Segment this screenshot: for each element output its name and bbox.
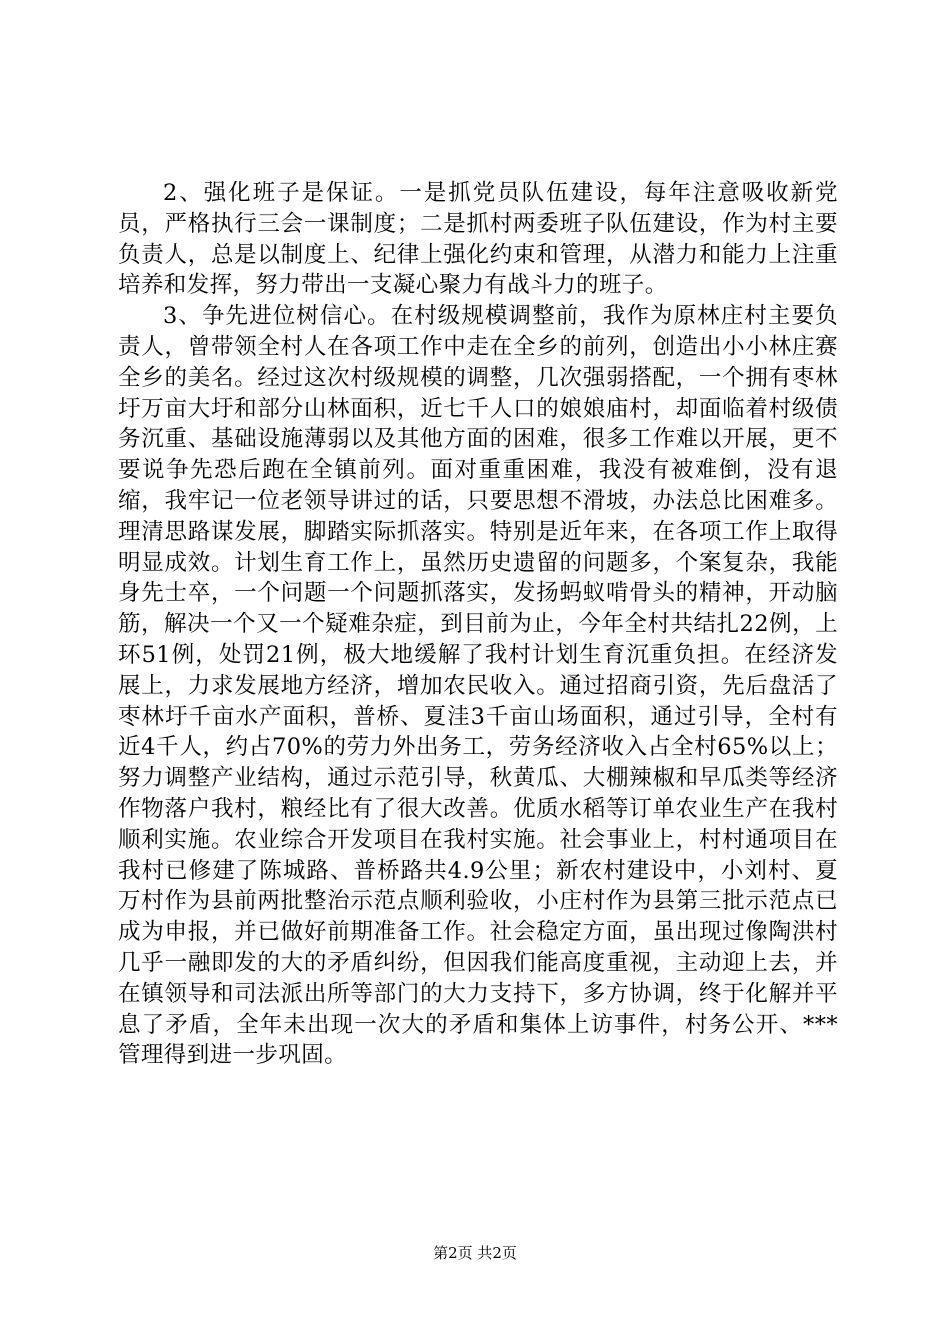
paragraph-strengthen-team: 2、强化班子是保证。一是抓党员队伍建设，每年注意吸收新党员，严格执行三会一课制度；二是抓村两委班子队伍建设，作为村主要负责人，总是以制度上、纪律上强化约束和管理，从潜力和能力上注重培养和发挥，努力带出一支凝心聚力有战斗力的班子。: [118, 180, 838, 299]
paragraph-strive-for-excellence: 3、争先进位树信心。在村级规模调整前，我作为原林庄村主要负责人，曾带领全村人在各项工作中走在全乡的前列，创造出小小林庄赛全乡的美名。经过这次村级规模的调整，几次强弱搭配，一个拥有枣林圩万亩大圩和部分山林面积，近七千人口的娘娘庙村，却面临着村级债务沉重、基础设施薄弱以及其他方面的困难，很多工作难以开展，更不要说争先恐后跑在全镇前列。面对重重困难，我没有被难倒，没有退缩，我牢记一位老领导讲过的话，只要思想不滑坡，办法总比困难多。理清思路谋发展，脚踏实际抓落实。特别是近年来，在各项工作上取得明显成效。计划生育工作上，虽然历史遗留的问题多，个案复杂，我能身先士卒，一个问题一个问题抓落实，发扬蚂蚁啃骨头的精神，开动脑筋，解决一个又一个疑难杂症，到目前为止，今年全村共结扎22例，上环51例，处罚21例，极大地缓解了我村计划生育沉重负担。在经济发展上，力求发展地方经济，增加农民收入。通过招商引资，先后盘活了枣林圩千亩水产面积，普桥、夏洼3千亩山场面积，通过引导，全村有近4千人，约占70%的劳力外出务工，劳务经济收入占全村65%以上；努力调整产业结构，通过示范引导，秋黄瓜、大棚辣椒和早瓜类等经济作物落户我村，粮经比有了很大改善。优质水稻等订单农业生产在我村顺利实施。农业综合开发项目在我村实施。社会事业上，村村通项目在我村已修建了陈城路、普桥路共4.9公里；新农村建设中，小刘村、夏万村作为县前两批整治示范点顺利验收，小庄村作为县第三批示范点已成为申报，并已做好前期准备工作。社会稳定方面，虽出现过像陶洪村几乎一融即发的大的矛盾纠纷，但因我们能高度重视，主动迎上去，并在镇领导和司法派出所等部门的大力支持下，多方协调，终于化解并平息了矛盾，全年未出现一次大的矛盾和集体上访事件，村务公开、***管理得到进一步巩固。: [118, 303, 838, 1069]
page-footer: 第2页 共2页: [433, 1244, 517, 1262]
document-body: [118, 178, 838, 1071]
